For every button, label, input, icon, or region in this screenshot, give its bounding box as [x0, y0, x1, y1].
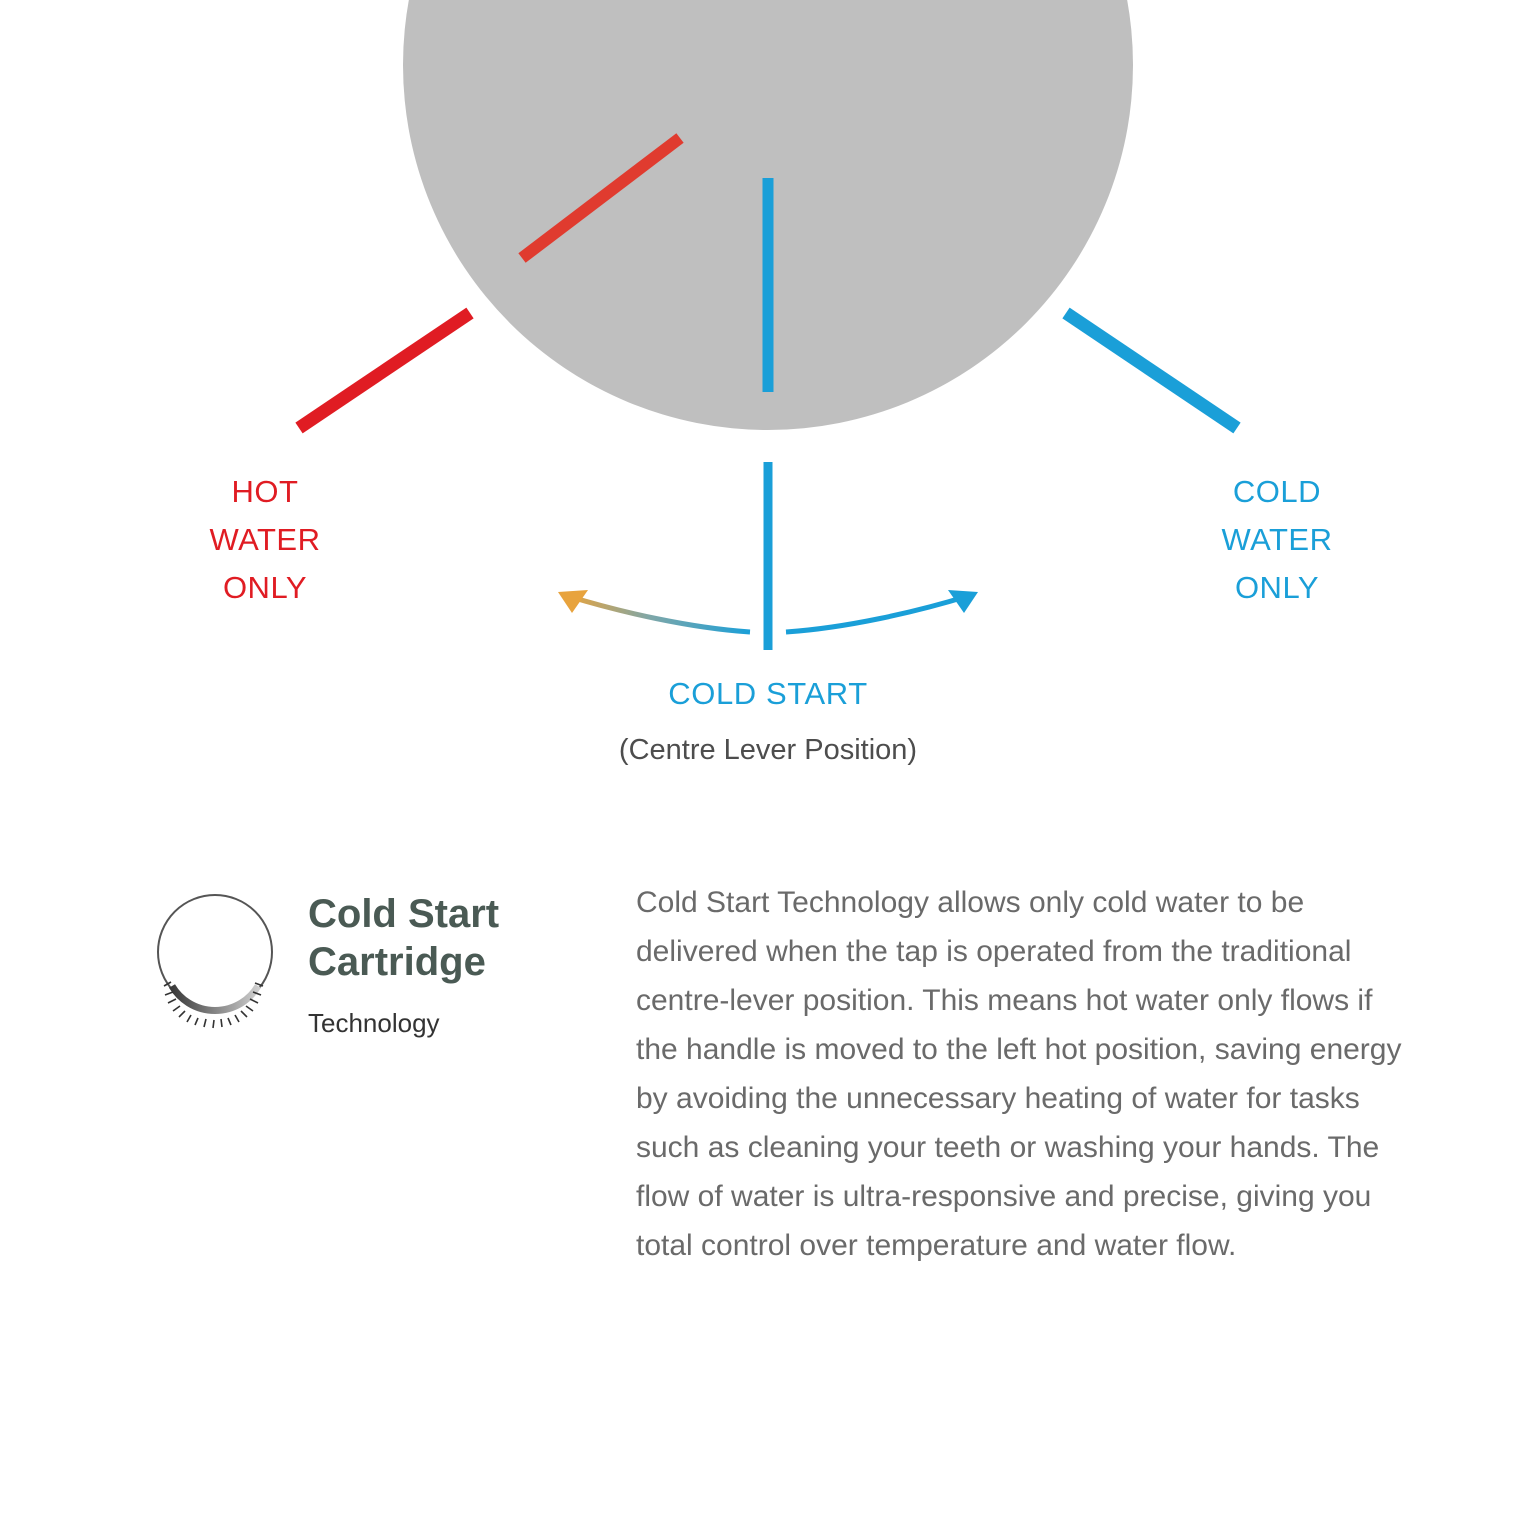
hot-label-line-3: ONLY [222, 570, 308, 605]
cold-water-only-label [1152, 468, 1402, 612]
cartridge-title-line-2: Cartridge [308, 940, 486, 984]
hot-label-line-2: WATER [209, 522, 321, 557]
rotate-hot-arrow [568, 596, 750, 632]
hot-water-only-label [140, 468, 390, 612]
cold-start-info-block [0, 860, 1536, 1480]
hot-end-marker [299, 313, 470, 428]
cartridge-title-line-1: Cold Start [308, 892, 500, 936]
cold-label-line-1: COLD [1232, 474, 1322, 509]
centre-lever-position-caption: (Centre Lever Position) [618, 734, 918, 766]
cold-start-caption: COLD START [668, 676, 868, 711]
cold-label-line-2: WATER [1221, 522, 1333, 557]
cartridge-subtitle: Technology [308, 1008, 440, 1038]
rotate-cold-arrow [786, 596, 968, 632]
cold-end-marker [1066, 313, 1237, 428]
hot-label-line-1: HOT [231, 474, 299, 509]
cartridge-dial-icon [150, 890, 280, 1030]
cold-start-description: Cold Start Technology allows only cold water to be delivered when the tap is operated from the traditional centre-lever position. This means hot water only flows if the handle is moved to the left hot position, saving energy by avoiding the unnecessary heating of water for tasks such as cleaning your teeth or washing your hands. The flow of water is ultra-responsive and precise, giving you total control over temperature and water flow. [636, 886, 1402, 1262]
cartridge-title [308, 890, 608, 986]
cold-label-line-3: ONLY [1234, 570, 1320, 605]
